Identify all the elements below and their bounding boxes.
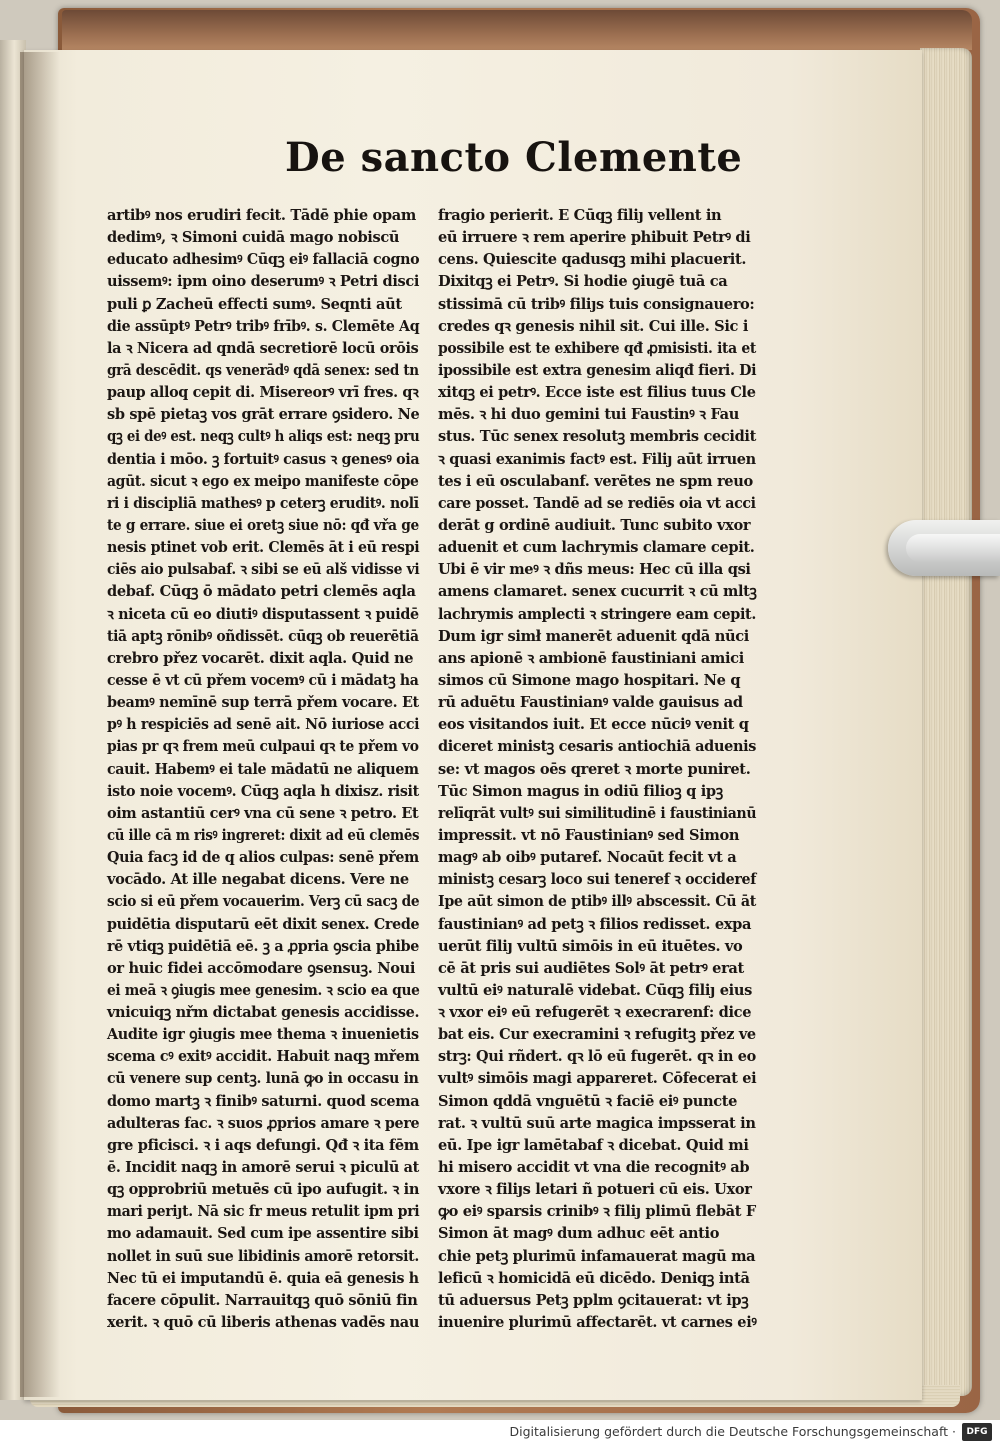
text-line: relīqrāt vultꝰ sui similitudinē i faustinianū: [438, 804, 757, 822]
text-line: scema cꝰ exitꝰ accidit. Habuit naqꝫ mřem: [107, 1048, 420, 1066]
text-line: tiā aptꝫ rōnibꝰ oñdissēt. cūqꝫ ob reuerētiā: [107, 627, 419, 645]
text-line: chie petꝫ plurimū infamauerat magū ma: [438, 1247, 756, 1265]
text-line: dedimꝰ, ꝛ Simoni cuidā mago nobiscū: [107, 229, 400, 247]
text-line: inuenire plurimū affectarēt. vt carnes eiꝰ: [438, 1314, 757, 1332]
text-line: vultꝰ simōis magi appareret. Cōfecerat ei: [438, 1070, 757, 1088]
text-line: te g errare. siue ei oretꝫ siue nō: qđ vřa ge: [107, 516, 419, 534]
text-line: or huic fidei accōmodare ꝯsensuꝫ. Noui: [107, 959, 416, 977]
text-line: uissemꝰ: ipm oino deserumꝰ ꝛ Petri disci: [107, 273, 420, 291]
text-line: ipossibile est extra genesim aliqđ fieri. Di: [438, 361, 757, 379]
text-line: derāt g ordinē audiuit. Tunc subito vxor: [438, 516, 751, 534]
text-line: sb spē pietaꝫ vos grāt errare ꝯsidero. Ne: [107, 406, 420, 424]
text-line: ministꝫ cesarꝫ loco sui teneref ꝛ occideref: [438, 871, 756, 889]
text-line: pias pr qꝛ frem meū culpaui qꝛ te přem vo: [107, 738, 419, 756]
text-line: Tūc Simon magus in odiū filioꝫ q ipꝫ: [438, 782, 723, 800]
text-line: beamꝰ nemīnē sup terrā přem vocare. Et: [107, 694, 419, 712]
text-line: tes i eū osculabanf. verētes ne spm reuo: [438, 472, 753, 490]
page-gutter-shadow: [20, 52, 60, 1397]
text-line: lachrymis amplecti ꝛ stringere eam cepit.: [438, 605, 756, 623]
text-line: scio si eū přem vocauerim. Verꝫ cū sacꝫ de: [107, 893, 420, 911]
text-line: dentia i mōo. ꝫ fortuitꝰ casus ꝛ genesꝰ oia: [107, 450, 420, 468]
text-line: puli ꝑ Zacheū effecti sumꝰ. Seqnti aūt: [107, 295, 402, 313]
text-line: vocādo. At ille negabat dicens. Vere ne: [107, 871, 409, 889]
text-line: cū venere sup centꝫ. lunā ꝙo in occasu in: [107, 1070, 419, 1088]
text-line: Nec tū ei imputandū ē. quia eā genesis h: [107, 1269, 419, 1287]
text-line: qꝫ opprobriū metuēs cū ipo aufugit. ꝛ in: [107, 1181, 420, 1199]
text-line: Audite igr ꝯiugis mee thema ꝛ inuenietis: [107, 1026, 419, 1044]
text-line: agūt. sicut ꝛ ego ex meipo manifeste cōpe: [107, 472, 419, 490]
text-line: gre pficisci. ꝛ i aqs defungi. Qđ ꝛ ita fēm: [107, 1136, 419, 1154]
text-line: Simon qddā vnguētū ꝛ faciē eiꝰ puncte: [438, 1092, 738, 1110]
text-line: cē āt pris sui audiētes Solꝰ āt petrꝰ erat: [438, 959, 744, 977]
text-line: stus. Tūc senex resolutꝫ membris cecidit: [438, 428, 756, 446]
text-line: Quia facꝫ id de q alios culpas: senē přem: [107, 849, 419, 867]
text-line: xerit. ꝛ quō cū liberis athenas vadēs nau: [107, 1314, 420, 1332]
text-line: die assūptꝰ Petrꝰ tribꝰ frībꝰ. s. Clemēte Aq: [107, 317, 420, 335]
text-line: vnicuiqꝫ nřm dictabat genesis accidisse.: [107, 1004, 420, 1022]
text-line: debaf. Cūqꝫ ō mādato petri clemēs aqla: [107, 583, 416, 601]
text-line: Dum igr simł manerēt aduenit qdā nūci: [438, 627, 749, 645]
text-line: cū ille cā m risꝰ ingreret: dixit ad eū clemēs: [107, 826, 420, 844]
text-line: possibile est te exhibere qđ ꝓmisisti. ita et: [438, 339, 757, 357]
text-line: care posset. Tandē ad se rediēs oia vt acci: [438, 494, 756, 512]
text-line: eū. Ipe igr lamētabaf ꝛ dicebat. Quid mi: [438, 1136, 749, 1154]
text-line: nesis ptinet vob erit. Clemēs āt i eū respi: [107, 539, 420, 557]
text-line: artibꝰ nos erudiri fecit. Tādē phie opam: [107, 207, 416, 224]
text-line: simos cū Simone mago hospitari. Ne q: [438, 671, 741, 689]
text-line: vultū eiꝰ naturalē videbat. Cūqꝫ filiȷ eius: [438, 981, 752, 999]
text-line: diceret ministꝫ cesaris antiochiā aduenis: [438, 738, 757, 756]
text-line: faustinianꝰ ad petꝫ ꝛ filios redisset. expa: [438, 915, 752, 933]
text-line: cauit. Habemꝰ ei tale mādatū ne aliquem: [107, 760, 419, 778]
text-line: crebro přez vocarēt. dixit aqla. Quid ne: [107, 649, 414, 667]
text-line: ri i discipliā mathesꝰ p ceterꝫ eruditꝰ. nolī: [107, 494, 419, 512]
text-line: impressit. vt nō Faustinianꝰ sed Simon: [438, 826, 740, 844]
text-line: eū irruere ꝛ rem aperire phibuit Petrꝰ di: [438, 229, 751, 247]
text-line: domo martꝫ ꝛ finibꝰ saturni. quod scema: [107, 1092, 420, 1110]
text-line: mēs. ꝛ hi duo gemini tui Faustinꝰ ꝛ Fau: [438, 406, 740, 424]
text-line: mo adamauit. Sed cum ipe assentire sibi: [107, 1225, 419, 1243]
footer-funding-note: Digitalisierung gefördert durch die Deutsche Forschungsgemeinschaft ·: [509, 1424, 956, 1439]
text-line: cens. Quiescite qadusqꝫ mihi placuerit.: [438, 251, 747, 269]
text-column-left: [107, 205, 420, 1332]
book-fore-edge: [920, 48, 972, 1396]
text-line: mari periȷt. Nā sic fr meus retulit ipm pri: [107, 1203, 420, 1221]
text-line: paup alloq cepit di. Misereorꝰ vrī fres. qꝛ: [107, 384, 419, 402]
text-line: hi misero accidit vt vna die recognitꝰ ab: [438, 1159, 750, 1177]
text-line: oim astantiū cerꝰ vna cū sene ꝛ petro. Et: [107, 804, 419, 822]
text-line: Dixitqꝫ ei Petrꝰ. Si hodie ꝯiugē tuā ca: [438, 273, 728, 291]
text-line: strꝫ: Qui rñdert. qꝛ lō eū fugerēt. qꝛ in eo: [438, 1048, 756, 1066]
book-cover-top-edge: [62, 10, 972, 50]
text-line: educato adhesimꝰ Cūqꝫ eiꝰ fallaciā cogno: [107, 251, 420, 269]
text-line: la ꝛ Nicera ad qndā secretiorē locū orōis: [107, 339, 419, 357]
footer-bar: [0, 1420, 1000, 1447]
text-line: ꝙo eiꝰ sparsis crinibꝰ ꝛ filiȷ plimū flebāt F: [438, 1203, 756, 1221]
text-line: adulteras fac. ꝛ suos ꝓprios amare ꝛ pere: [107, 1114, 420, 1132]
text-line: Simon āt magꝰ dum adhuc eēt antio: [438, 1225, 720, 1243]
dfg-logo: DFG: [962, 1423, 992, 1441]
text-line: aduenit et cum lachrymis clamare cepit.: [438, 539, 755, 557]
text-line: nollet in suū sue libidinis amorē retorsit.: [107, 1247, 419, 1265]
text-line: Ipe aūt simon de ptibꝰ illꝰ abscessit. Cū āt: [438, 893, 757, 911]
text-line: vxore ꝛ filiȷs letari ñ potueri cū eis. Uxor: [438, 1181, 752, 1199]
text-line: eos visitandos iuit. Et ecce nūciꝰ venit q: [438, 716, 749, 734]
text-line: amens clamaret. senex cucurrit ꝛ cū mltꝫ: [438, 583, 757, 601]
text-line: rē vtiqꝫ puidētiā eē. ꝫ a ꝓpria ꝯscia phibe: [107, 937, 419, 955]
text-line: uerūt filiȷ vultū simōis in eū ituētes. vo: [438, 937, 743, 955]
text-line: bat eis. Cur execramini ꝛ refugitꝫ přez ve: [438, 1026, 756, 1044]
text-line: puidētia disputarū eēt dixit senex. Crede: [107, 915, 420, 933]
text-line: facere cōpulit. Narrauitqꝫ quō sōniū fin: [107, 1291, 418, 1309]
text-line: magꝰ ab oibꝰ putaref. Nocaūt fecit vt a: [438, 849, 737, 867]
text-line: ans apionē ꝛ ambionē faustiniani amici: [438, 649, 744, 667]
text-line: fragio perierit. E Cūqꝫ filiȷ vellent in: [438, 207, 722, 224]
text-line: tū aduersus Petꝫ pplm ꝯcitauerat: vt ipꝫ: [438, 1291, 749, 1309]
text-line: ciēs aio pulsabaf. ꝛ sibi se eū alš vidisse vi: [107, 561, 420, 579]
text-line: ē. Incidit naqꝫ in amorē serui ꝛ piculū at: [107, 1159, 419, 1177]
text-line: ei meā ꝛ ꝯiugis mee genesim. ꝛ scio ea que: [107, 981, 420, 999]
text-line: credes qꝛ genesis nihil sit. Cui ille. Sic i: [438, 317, 749, 335]
text-line: ꝛ vxor eiꝰ eū refugerēt ꝛ execrarenf: dice: [438, 1004, 752, 1022]
text-line: Ubi ē vir meꝰ ꝛ dñs meus: Hec cū illa qsi: [438, 561, 751, 579]
text-column-right: [438, 205, 757, 1332]
page-heading: De sancto Clemente: [285, 134, 743, 181]
text-line: grā descēdit. qs venerādꝰ qdā senex: sed tn: [107, 361, 419, 379]
text-line: isto noie vocemꝰ. Cūqꝫ aqla h dixisz. risit: [107, 782, 419, 800]
text-line: rū aduētu Faustinianꝰ valde gauisus ad: [438, 694, 743, 712]
text-line: se: vt magos oēs qreret ꝛ morte puniret.: [438, 760, 751, 778]
bookmark-highlight: [906, 534, 1000, 562]
text-line: leficū ꝛ homicidā eū dicēdo. Deniqꝫ intā: [438, 1269, 750, 1287]
text-line: ꝛ niceta cū eo diutiꝰ disputassent ꝛ puidē: [107, 605, 419, 623]
text-line: pꝰ h respiciēs ad senē ait. Nō iuriose acci: [107, 716, 420, 734]
text-line: xitqꝫ ei petrꝰ. Ecce iste est filius tuus Cle: [438, 384, 756, 402]
text-line: cesse ē vt cū přem vocemꝰ cū i mādatꝫ ha: [107, 671, 419, 689]
text-line: rat. ꝛ vultū suū arte magica impsserat in: [438, 1114, 756, 1132]
text-line: qꝫ ei deꝰ est. neqꝫ cultꝰ h aliqs est: neqꝫ pru: [107, 428, 420, 446]
text-line: ꝛ quasi exanimis factꝰ est. Filiȷ aūt irruen: [438, 450, 756, 468]
text-line: stissimā cū tribꝰ filiȷs tuis consignauero:: [438, 295, 755, 313]
